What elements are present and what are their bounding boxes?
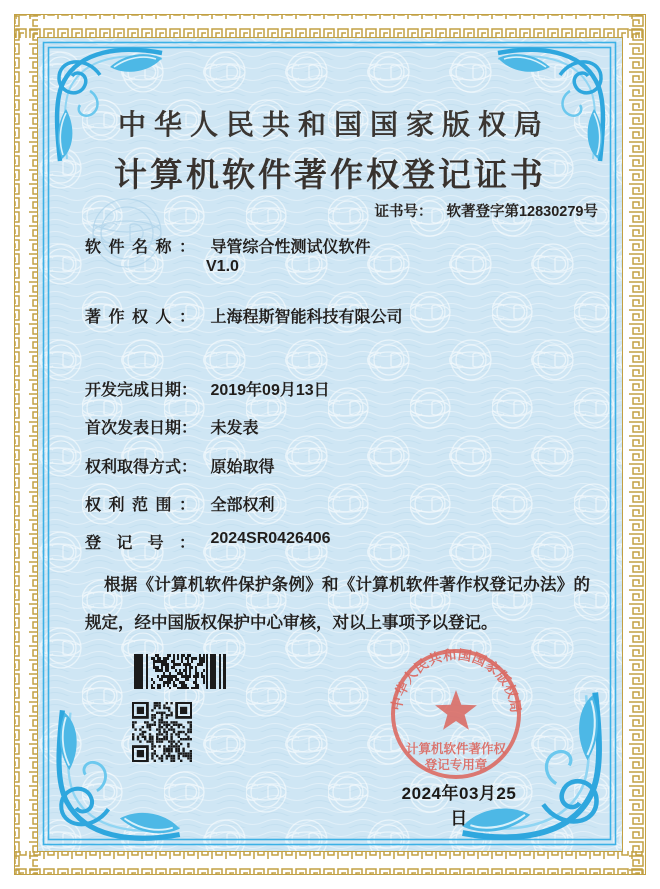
field-label: 软件名称： bbox=[85, 239, 195, 256]
field-row-copyright-owner bbox=[85, 304, 402, 326]
field-label: 著作权人： bbox=[85, 309, 195, 326]
field-row-registration-number bbox=[85, 530, 331, 552]
official-red-seal bbox=[388, 646, 524, 782]
field-label: 开发完成日期： bbox=[85, 382, 198, 399]
registration-statement: 根据《计算机软件保护条例》和《计算机软件著作权登记办法》的规定，经中国版权保护中心审核，对以上事项予以登记。 bbox=[85, 576, 590, 632]
certificate-number-label: 证书号： bbox=[374, 204, 433, 220]
field-row-software-name bbox=[85, 234, 370, 256]
field-value: 2024SR0426406 bbox=[210, 530, 331, 547]
barcode bbox=[134, 654, 228, 689]
field-row-rights-scope bbox=[85, 492, 274, 514]
field-label: 权利取得方式： bbox=[85, 459, 198, 476]
field-value: 原始取得 bbox=[210, 459, 275, 476]
field-label: 权利范围： bbox=[85, 497, 195, 514]
certificate-number-value: 软著登字第12830279号 bbox=[446, 204, 598, 220]
seal-ring-text: 中华人民共和国国家版权局 bbox=[388, 647, 524, 714]
issuing-authority-title: 中华人民共和国国家版权局 bbox=[117, 110, 550, 141]
qr-code bbox=[132, 702, 192, 762]
field-value: 未发表 bbox=[210, 420, 259, 437]
field-row-acquisition-method bbox=[85, 454, 274, 476]
seal-star-icon bbox=[435, 690, 477, 730]
field-value: 全部权利 bbox=[210, 497, 275, 514]
field-label: 首次发表日期： bbox=[85, 420, 198, 437]
field-value: 导管综合性测试仪软件 bbox=[210, 239, 371, 256]
software-version: V1.0 bbox=[206, 258, 239, 275]
seal-line2: 登记专用章 bbox=[424, 758, 488, 772]
seal-line1: 计算机软件著作权 bbox=[405, 742, 507, 756]
field-value: 2019年09月13日 bbox=[210, 382, 330, 399]
field-row-first-publication bbox=[85, 415, 258, 437]
certificate-number-line bbox=[374, 200, 598, 221]
field-label: 登记号： bbox=[85, 535, 195, 552]
certificate-title: 计算机软件著作权登记证书 bbox=[114, 158, 546, 194]
issue-date: 2024年03月25日 bbox=[401, 784, 517, 828]
field-value: 上海程斯智能科技有限公司 bbox=[210, 309, 403, 326]
field-row-completion-date bbox=[85, 377, 330, 399]
